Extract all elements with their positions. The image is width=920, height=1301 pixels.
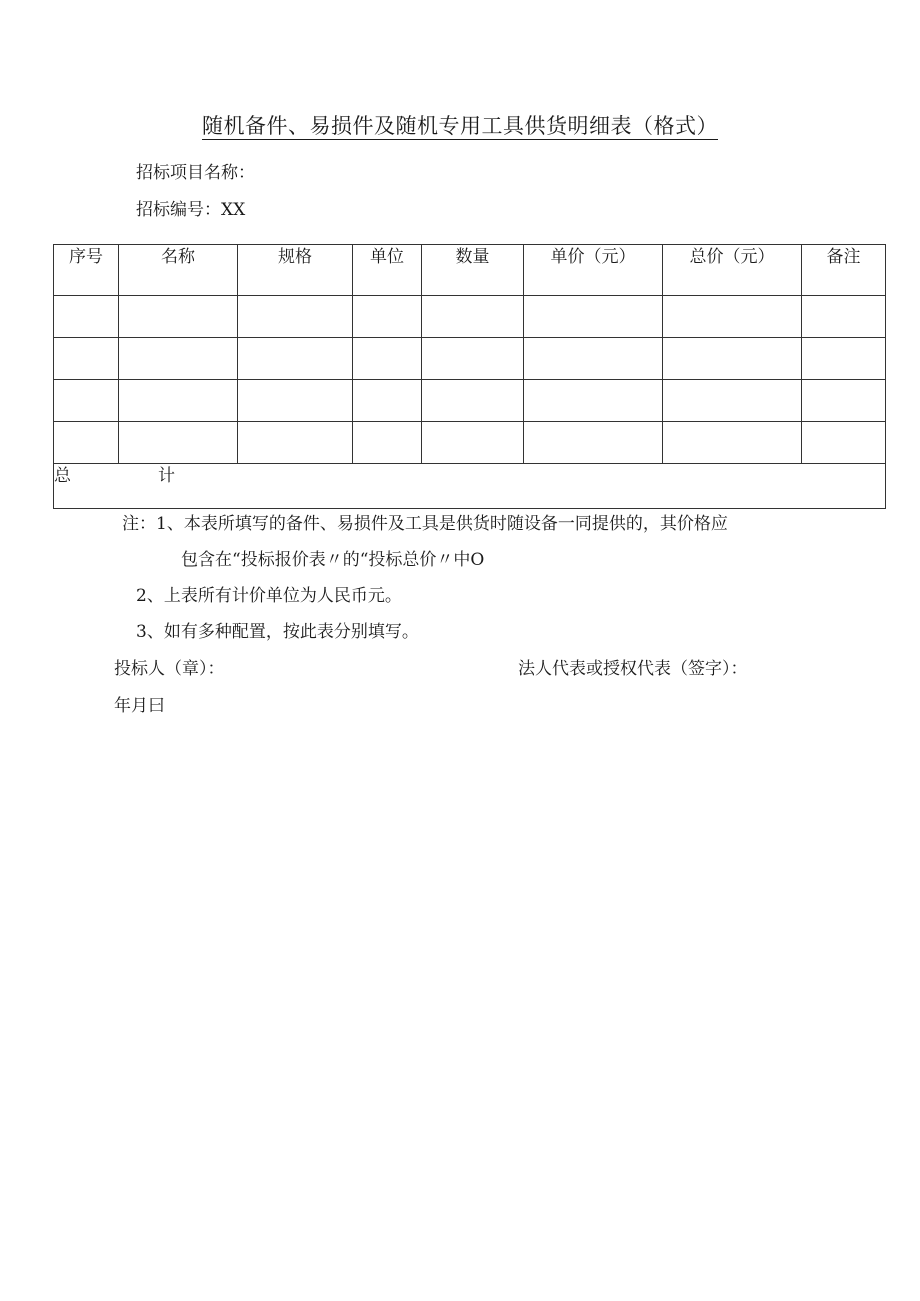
supply-detail-table xyxy=(53,244,886,509)
table-cell xyxy=(353,338,422,380)
table-cell xyxy=(802,380,886,422)
table-cell xyxy=(353,380,422,422)
table-cell xyxy=(238,422,353,464)
table-cell xyxy=(119,422,238,464)
total-cell xyxy=(54,464,886,509)
table-cell xyxy=(802,338,886,380)
table-cell xyxy=(524,380,663,422)
bidder-seal-label: 投标人（章）： xyxy=(114,659,225,679)
table-cell xyxy=(119,380,238,422)
table-cell xyxy=(524,338,663,380)
table-row xyxy=(54,296,886,338)
table-cell xyxy=(663,380,802,422)
note-1-line-2: 包含在“投标报价表〃的“投标总价〃中O xyxy=(181,550,485,570)
table-cell xyxy=(238,380,353,422)
table-cell xyxy=(663,296,802,338)
table-row xyxy=(54,380,886,422)
table-cell xyxy=(663,338,802,380)
note-3: 3、如有多种配置，按此表分别填写。 xyxy=(136,622,419,642)
table-row xyxy=(54,422,886,464)
header-cell: 单位 xyxy=(353,245,422,296)
total-label-ji: 计 xyxy=(158,466,175,486)
table-total-row xyxy=(54,464,886,509)
header-cell: 总价（元） xyxy=(663,245,802,296)
table-cell xyxy=(422,422,524,464)
table-cell xyxy=(54,296,119,338)
table-cell xyxy=(238,338,353,380)
table-cell xyxy=(353,422,422,464)
legal-rep-signature-label: 法人代表或授权代表（签字）： xyxy=(518,659,748,679)
header-cell: 名称 xyxy=(119,245,238,296)
document-title: 随机备件、易损件及随机专用工具供货明细表（格式） xyxy=(202,114,718,138)
table-cell xyxy=(422,380,524,422)
table-cell xyxy=(802,422,886,464)
header-cell: 序号 xyxy=(54,245,119,296)
tender-number-label: 招标编号：XX xyxy=(136,200,246,220)
table-cell xyxy=(802,296,886,338)
table-row xyxy=(54,338,886,380)
table-cell xyxy=(238,296,353,338)
table-cell xyxy=(119,338,238,380)
table-cell xyxy=(524,296,663,338)
table-cell xyxy=(422,296,524,338)
table-cell xyxy=(663,422,802,464)
table-header-row xyxy=(54,245,886,296)
note-2: 2、上表所有计价单位为人民币元。 xyxy=(136,586,402,606)
total-label-zong: 总 xyxy=(54,466,71,486)
project-name-label: 招标项目名称： xyxy=(136,163,255,183)
date-label: 年月曰 xyxy=(114,696,165,716)
header-cell: 规格 xyxy=(238,245,353,296)
table-cell xyxy=(524,422,663,464)
table-cell xyxy=(54,380,119,422)
table-cell xyxy=(54,422,119,464)
table-cell xyxy=(422,338,524,380)
header-cell: 单价（元） xyxy=(524,245,663,296)
header-cell: 数量 xyxy=(422,245,524,296)
table-cell xyxy=(353,296,422,338)
table-cell xyxy=(54,338,119,380)
header-cell: 备注 xyxy=(802,245,886,296)
note-1-line-1: 注：1、本表所填写的备件、易损件及工具是供货时随设备一同提供的，其价格应 xyxy=(122,514,728,534)
table-cell xyxy=(119,296,238,338)
